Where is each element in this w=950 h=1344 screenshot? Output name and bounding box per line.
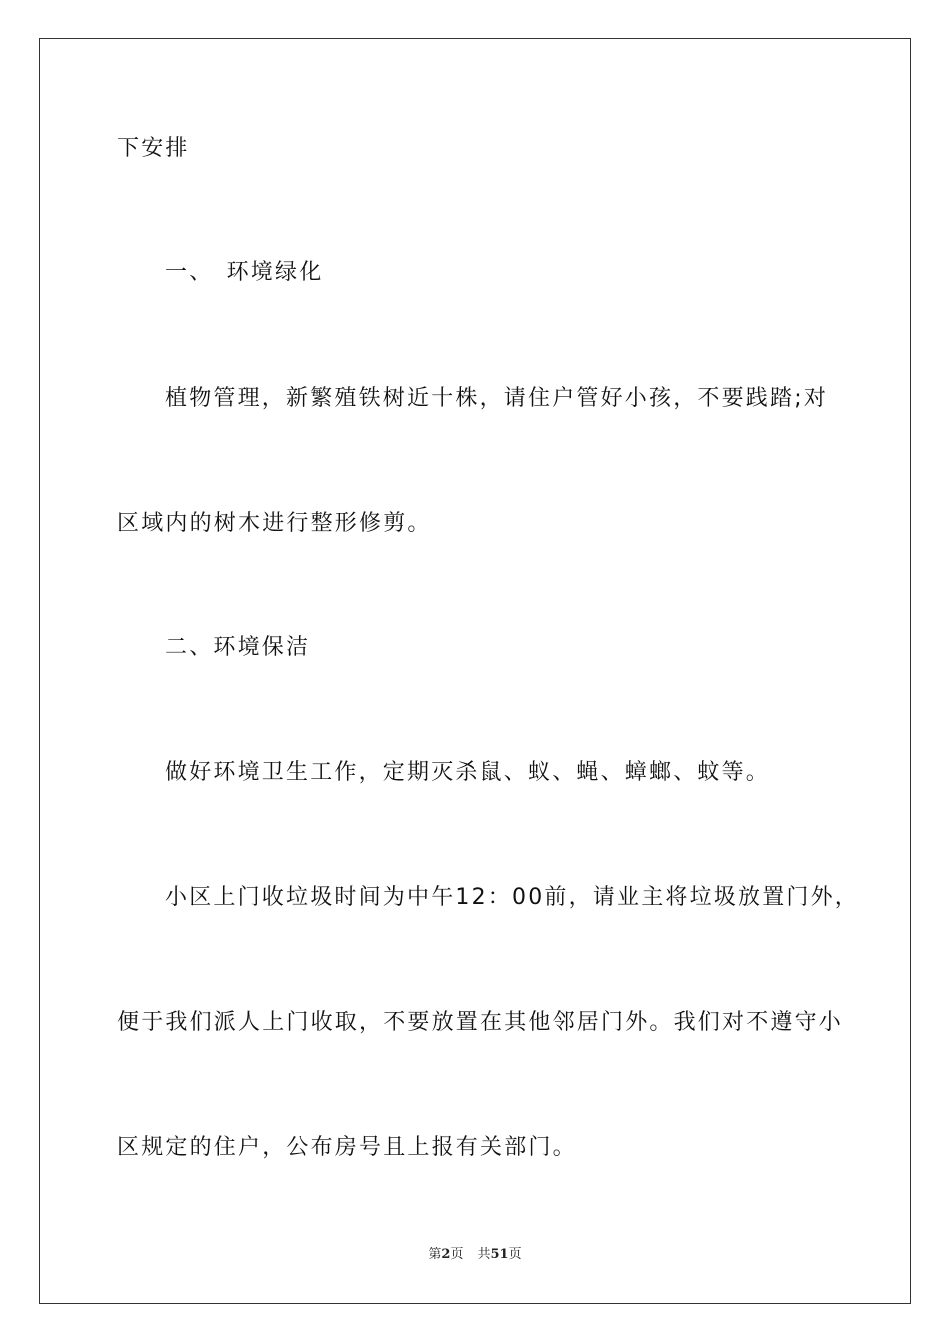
paragraph-garbage-line-1: 小区上门收垃圾时间为中午12：00前，请业主将垃圾放置门外， xyxy=(165,885,859,910)
footer-page-prefix: 第 xyxy=(428,1247,442,1262)
page-border xyxy=(39,38,911,1304)
text-line-intro-tail: 下安排 xyxy=(117,136,190,161)
section-heading-cleaning: 二、环境保洁 xyxy=(165,635,311,660)
paragraph-garbage-line-2: 便于我们派人上门收取，不要放置在其他邻居门外。我们对不遵守小 xyxy=(117,1010,844,1035)
paragraph-garbage-line-3: 区规定的住户，公布房号且上报有关部门。 xyxy=(117,1135,577,1160)
section-heading-greening: 一、 环境绿化 xyxy=(165,260,324,285)
footer-total-suffix: 页 xyxy=(508,1247,522,1262)
footer-page-suffix: 页 xyxy=(450,1247,464,1262)
paragraph-plant-management-line-1: 植物管理，新繁殖铁树近十株，请住户管好小孩，不要践踏;对 xyxy=(165,386,829,411)
footer-page-number: 2 xyxy=(441,1247,451,1262)
paragraph-plant-management-line-2: 区域内的树木进行整形修剪。 xyxy=(117,511,432,536)
footer-total-pages: 51 xyxy=(490,1247,509,1262)
footer-total-prefix: 共 xyxy=(477,1247,491,1262)
paragraph-sanitation: 做好环境卫生工作，定期灭杀鼠、蚁、蝇、蟑螂、蚊等。 xyxy=(165,760,771,785)
page-footer xyxy=(0,1245,950,1265)
